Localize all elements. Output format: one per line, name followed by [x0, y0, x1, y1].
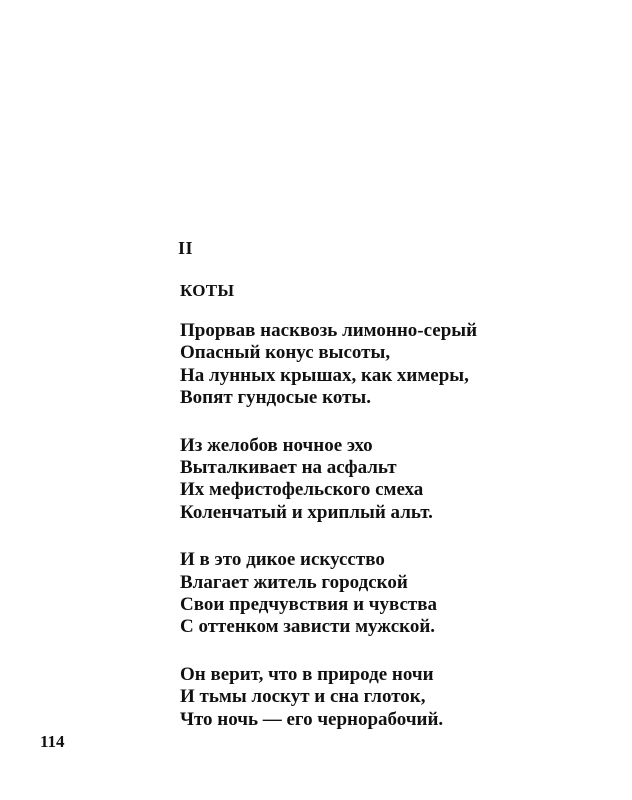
poem-line: И тьмы лоскут и сна глоток, — [180, 686, 426, 708]
poem-title: КОТЫ — [180, 281, 235, 300]
stanza-2 — [180, 435, 600, 525]
poem-line: Их мефистофельского смеха — [180, 479, 424, 501]
poem-line: Он верит, что в природе ночи — [180, 663, 434, 685]
poem-line: Свои предчувствия и чувства — [180, 594, 438, 616]
poem-line: С оттенком зависти мужской. — [180, 616, 436, 638]
poem-line: Влагает житель городской — [180, 571, 408, 593]
stanza-4 — [180, 664, 600, 731]
poem-line: Вопят гундосые коты. — [180, 387, 371, 409]
poem-line: Опасный конус высоты, — [180, 342, 391, 364]
stanza-1 — [180, 320, 600, 410]
poem-line: Что ночь — его чернорабочий. — [180, 708, 444, 730]
stanza-3 — [180, 549, 600, 639]
poem-line: На лунных крышах, как химеры, — [180, 364, 469, 386]
poem-line: И в это дикое искусство — [180, 549, 385, 571]
poem-body — [180, 320, 600, 756]
page-number: 114 — [40, 732, 65, 751]
poem-line: Коленчатый и хриплый альт. — [180, 501, 433, 523]
section-number: II — [178, 238, 194, 258]
poem-line: Из желобов ночное эхо — [180, 434, 373, 456]
poem-line: Прорвав насквозь лимонно-серый — [180, 320, 478, 341]
poem-line: Выталкивает на асфальт — [180, 457, 397, 479]
